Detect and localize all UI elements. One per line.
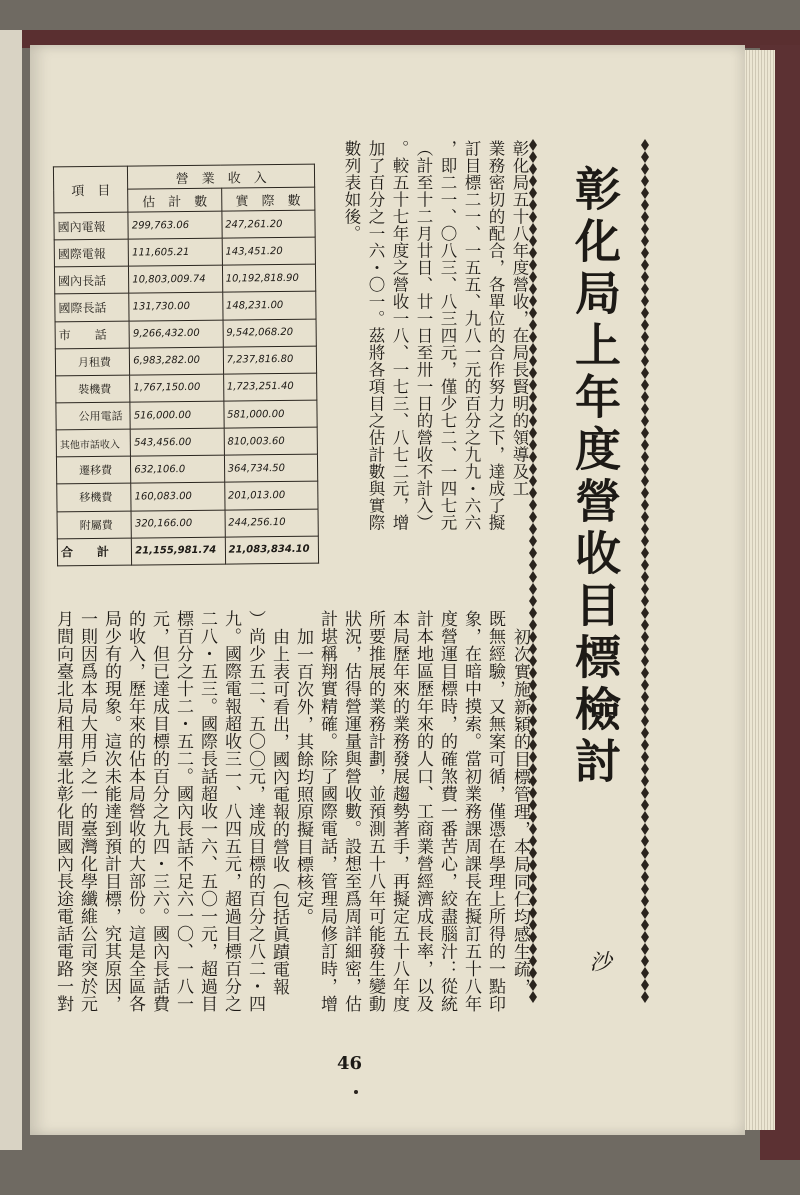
- chain-diamond: [641, 187, 649, 199]
- chain-diamond: [641, 619, 649, 631]
- row-estimated: 299,763.06: [128, 211, 222, 239]
- row-item: 國際電報: [54, 239, 129, 267]
- chain-diamond: [641, 955, 649, 967]
- row-estimated: 1,767,150.00: [130, 374, 224, 402]
- table-row: [56, 400, 317, 430]
- chain-diamond: [641, 775, 649, 787]
- chain-diamond: [641, 463, 649, 475]
- row-estimated: 516,000.00: [130, 401, 224, 429]
- chain-diamond: [529, 571, 537, 583]
- article-title: 彰化局上年度營收目標檢討: [568, 165, 622, 789]
- row-estimated: 632,106.0: [131, 455, 225, 483]
- row-actual: 364,734.50: [224, 454, 318, 482]
- chain-diamond: [641, 331, 649, 343]
- row-actual: 7,237,816.80: [223, 346, 317, 374]
- body-column: 加了百分之一六・〇一。茲將各項目之估計數與實際: [366, 140, 385, 531]
- chain-diamond: [529, 559, 537, 571]
- chain-diamond: [641, 871, 649, 883]
- table-row: [56, 373, 317, 403]
- row-actual: 1,723,251.40: [223, 373, 317, 401]
- body-column: 所要推展的業務計劃，並預測五十八年可能發生變動: [365, 610, 385, 1013]
- chain-diamond: [641, 259, 649, 271]
- body-column: 狀況，估得營運量與營收數。設想至爲周詳細密，估: [341, 610, 361, 1013]
- row-item: 移機費: [57, 483, 132, 511]
- chain-diamond: [641, 919, 649, 931]
- row-item: 裝機費: [56, 375, 131, 403]
- chain-diamond: [641, 163, 649, 175]
- body-column: 象，在暗中摸索。當初業務課周課長在擬訂五十八年: [461, 610, 481, 1013]
- chain-diamond: [641, 703, 649, 715]
- row-item: 附屬費: [57, 511, 132, 539]
- chain-diamond: [641, 271, 649, 283]
- chain-diamond: [641, 175, 649, 187]
- body-column: 度營運目標時，的確煞費一番苦心，絞盡腦汁：從統: [437, 610, 457, 1013]
- table-row: [56, 454, 317, 484]
- row-estimated: 131,730.00: [129, 293, 223, 321]
- table-row: [54, 264, 315, 294]
- chain-diamond: [641, 151, 649, 163]
- row-item: 公用電話: [56, 402, 131, 430]
- body-column: 月間向臺北局租用臺北彰化間國內長途電話電路一對: [53, 610, 73, 1013]
- chain-diamond: [641, 751, 649, 763]
- header-estimated: 估 計 數: [128, 188, 222, 212]
- chain-diamond: [641, 847, 649, 859]
- chain-diamond: [641, 403, 649, 415]
- row-actual: 244,256.10: [225, 509, 319, 537]
- body-column: 計堪稱翔實精確。除了國際電話，管理局修訂時，增: [317, 610, 337, 1013]
- chain-diamond: [641, 211, 649, 223]
- chain-diamond: [641, 679, 649, 691]
- body-column: 彰化局五十八年度營收，在局長賢明的領導及工: [510, 140, 529, 497]
- row-item: 國內長話: [54, 266, 129, 294]
- chain-diamond: [641, 139, 649, 151]
- chain-diamond: [641, 235, 649, 247]
- chain-diamond: [641, 727, 649, 739]
- body-column: 加一百次外，其餘均照原擬目標核定。: [293, 628, 313, 926]
- body-column: 元，但已達成目標的百分之九四・三六。國內長話費: [149, 610, 169, 1013]
- table-row: [55, 319, 316, 349]
- chain-diamond: [641, 427, 649, 439]
- chain-diamond: [641, 835, 649, 847]
- body-column: 標百分之十二・五二。國內長話不足六一〇、一八一: [173, 610, 193, 1013]
- row-estimated: 543,456.00: [130, 428, 224, 456]
- chain-diamond: [641, 787, 649, 799]
- chain-diamond: [641, 511, 649, 523]
- chain-diamond: [529, 583, 537, 595]
- body-column: ，即二一、〇八三、八三四元，僅少七二、一四七元: [438, 140, 457, 531]
- chain-diamond: [641, 379, 649, 391]
- chain-diamond: [641, 895, 649, 907]
- table-row: [56, 427, 317, 457]
- body-column: 既無經驗，又無案可循，僅憑在學理上所得的一點印: [485, 610, 505, 1013]
- chain-diamond: [641, 319, 649, 331]
- left-page-strip: [0, 30, 22, 1150]
- title-border-right: [638, 135, 652, 1005]
- chain-diamond: [641, 967, 649, 979]
- row-item: 其他市話收入: [56, 429, 131, 457]
- chain-diamond: [641, 823, 649, 835]
- chain-diamond: [641, 607, 649, 619]
- page-number: 46: [337, 1053, 363, 1074]
- chain-diamond: [641, 859, 649, 871]
- table-row: [54, 210, 315, 240]
- chain-diamond: [641, 439, 649, 451]
- chain-diamond: [641, 535, 649, 547]
- chain-diamond: [641, 475, 649, 487]
- chain-diamond: [641, 799, 649, 811]
- chain-diamond: [529, 523, 537, 535]
- row-actual: 21,083,834.10: [225, 536, 319, 564]
- chain-diamond: [529, 547, 537, 559]
- chain-diamond: [641, 931, 649, 943]
- body-column: （計至十二月廿日、廿一日至卅一日的營收不計入）: [414, 140, 433, 531]
- chain-diamond: [641, 763, 649, 775]
- chain-diamond: [641, 451, 649, 463]
- table-row: [55, 292, 316, 322]
- chain-diamond: [641, 739, 649, 751]
- body-column: 九。國際電報超收三一、八四五元，超過目標百分之: [221, 610, 241, 1013]
- chain-diamond: [641, 223, 649, 235]
- row-estimated: 111,605.21: [128, 238, 222, 266]
- body-column: 初次實施新穎的目標管理，本局同仁均感生疏，: [510, 628, 530, 996]
- chain-diamond: [641, 295, 649, 307]
- header-revenue: 營 業 收 入: [128, 164, 315, 189]
- chain-diamond: [641, 643, 649, 655]
- chain-diamond: [641, 907, 649, 919]
- row-estimated: 160,083.00: [131, 483, 225, 511]
- chain-diamond: [641, 583, 649, 595]
- body-column: 的收入，歷年來的佔本局營收的大部份。這是全區各: [125, 610, 145, 1013]
- body-column: 局少有的現象。這次未能達到預計目標，究其原因，: [101, 610, 121, 1013]
- body-column: 。較五十七年度之營收一八、一七三、八七二元，增: [390, 140, 409, 531]
- chain-diamond: [641, 811, 649, 823]
- revenue-table: [53, 164, 319, 567]
- row-actual: 201,013.00: [224, 482, 318, 510]
- chain-diamond: [641, 631, 649, 643]
- row-estimated: 9,266,432.00: [129, 320, 223, 348]
- chain-diamond: [641, 307, 649, 319]
- chain-diamond: [641, 523, 649, 535]
- chain-diamond: [641, 343, 649, 355]
- chain-diamond: [529, 499, 537, 511]
- table-total-row: [57, 536, 318, 566]
- body-column: 本局歷年來的業務發展趨勢著手，再擬定五十八年度: [389, 610, 409, 1013]
- row-actual: 143,451.20: [222, 237, 316, 265]
- chain-diamond: [641, 559, 649, 571]
- row-actual: 581,000.00: [224, 400, 318, 428]
- row-estimated: 10,803,009.74: [129, 265, 223, 293]
- chain-diamond: [641, 283, 649, 295]
- chain-diamond: [529, 535, 537, 547]
- row-estimated: 6,983,282.00: [130, 347, 224, 375]
- body-column: 由上表可看出，國內電報的營收（包括眞蹟電報: [269, 628, 289, 996]
- chain-diamond: [641, 547, 649, 559]
- body-column: 計本地區歷年來的人口、工商業營經濟成長率，以及: [413, 610, 433, 1013]
- row-item: 市 話: [55, 321, 130, 349]
- row-estimated: 21,155,981.74: [132, 537, 226, 565]
- row-actual: 10,192,818.90: [222, 264, 316, 292]
- chain-diamond: [641, 979, 649, 991]
- table-row: [57, 482, 318, 512]
- body-column: 訂目標二一、一五五、九八一元的百分之九九・六六: [462, 140, 481, 531]
- chain-diamond: [641, 691, 649, 703]
- table-row: [55, 346, 316, 376]
- chain-diamond: [641, 655, 649, 667]
- chain-diamond: [529, 607, 537, 619]
- row-item: 月租費: [55, 348, 130, 376]
- chain-diamond: [529, 511, 537, 523]
- row-actual: 148,231.00: [222, 292, 316, 320]
- chain-diamond: [529, 595, 537, 607]
- chain-diamond: [641, 571, 649, 583]
- body-column: 二八・五三。國際長話超收一六、五〇一元，超過目: [197, 610, 217, 1013]
- body-column: 業務密切的配合，各單位的合作努力之下，達成了擬: [486, 140, 505, 531]
- chain-diamond: [641, 991, 649, 1003]
- chain-diamond: [641, 487, 649, 499]
- header-item: 項 目: [53, 166, 128, 213]
- chain-diamond: [641, 943, 649, 955]
- chain-diamond: [641, 883, 649, 895]
- row-estimated: 320,166.00: [131, 510, 225, 538]
- row-actual: 247,261.20: [222, 210, 316, 238]
- chain-diamond: [641, 715, 649, 727]
- table-row: [54, 237, 315, 267]
- row-item: 合 計: [57, 538, 132, 566]
- header-actual: 實 際 數: [221, 187, 315, 211]
- chain-diamond: [641, 415, 649, 427]
- row-actual: 9,542,068.20: [223, 319, 317, 347]
- chain-diamond: [641, 499, 649, 511]
- chain-diamond: [641, 355, 649, 367]
- chain-diamond: [641, 199, 649, 211]
- chain-diamond: [641, 367, 649, 379]
- row-item: 國際長話: [55, 294, 130, 322]
- body-column: ）尚少五二、五〇〇元，達成目標的百分之八二・四: [245, 610, 265, 1013]
- row-item: 遷移費: [56, 456, 131, 484]
- body-column: 一則因爲本局大用戶之一的臺灣化學纖維公司突於元: [77, 610, 97, 1013]
- table-row: [57, 509, 318, 539]
- body-column: 數列表如後。: [342, 140, 361, 242]
- row-actual: 810,003.60: [224, 427, 318, 455]
- page-dot: [354, 1090, 358, 1094]
- author-name: 沙: [586, 950, 611, 972]
- chain-diamond: [641, 391, 649, 403]
- chain-diamond: [641, 595, 649, 607]
- chain-diamond: [641, 667, 649, 679]
- row-item: 國內電報: [54, 212, 129, 240]
- chain-diamond: [641, 247, 649, 259]
